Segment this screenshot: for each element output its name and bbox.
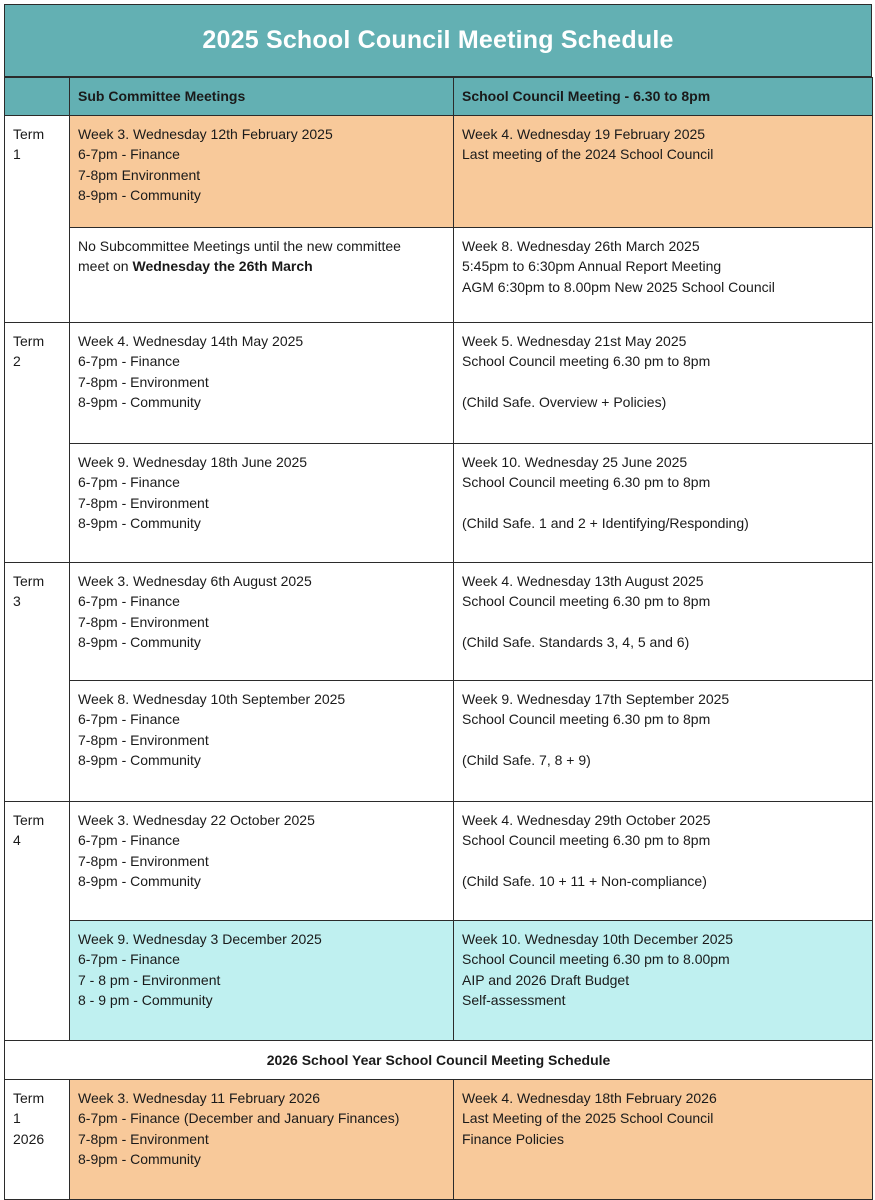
- term-cell-3: [5, 563, 70, 802]
- council-meeting-cell: [454, 1080, 873, 1200]
- term-cell-1: [5, 116, 70, 323]
- cell-line: Week 4. Wednesday 19 February 2025: [462, 126, 706, 142]
- document-title: 2025 School Council Meeting Schedule: [202, 26, 674, 54]
- cell-line: School Council meeting 6.30 pm to 8pm: [462, 474, 711, 491]
- council-meeting-cell: [454, 444, 873, 563]
- cell-line: School Council meeting 6.30 pm to 8pm: [462, 353, 711, 370]
- cell-line: 6-7pm - Finance: [78, 711, 180, 728]
- table-row: [5, 1080, 873, 1200]
- table-row: [5, 921, 873, 1041]
- sub-committee-cell: [70, 563, 454, 681]
- cell-line: School Council meeting 6.30 pm to 8pm: [462, 593, 711, 610]
- table-row: [5, 681, 873, 802]
- cell-line: [78, 256, 445, 276]
- table-row: [5, 116, 873, 228]
- cell-line: Week 4. Wednesday 18th February 2026: [462, 1090, 717, 1106]
- cell-line: 7-8pm - Environment: [78, 1130, 209, 1147]
- cell-line: Last Meeting of the 2025 School Council: [462, 1110, 714, 1127]
- council-meeting-cell: [454, 116, 873, 228]
- sub-committee-cell: [70, 1080, 454, 1200]
- term-label: Term: [13, 1090, 45, 1106]
- cell-line: 7-8pm Environment: [78, 166, 201, 183]
- cell-text: meet on: [78, 258, 129, 275]
- cell-line: (Child Safe. 10 + 11 + Non-compliance): [462, 873, 707, 890]
- cell-line: Week 4. Wednesday 29th October 2025: [462, 812, 711, 828]
- cell-line: 6-7pm - Finance: [78, 474, 180, 491]
- section-heading-row: [5, 1041, 873, 1080]
- cell-line: Week 10. Wednesday 25 June 2025: [462, 454, 688, 470]
- cell-line: School Council meeting 6.30 pm to 8.00pm: [462, 951, 730, 968]
- cell-line: 8-9pm - Community: [78, 634, 201, 651]
- sub-committee-cell: [70, 228, 454, 323]
- header-school-council: School Council Meeting - 6.30 to 8pm: [454, 78, 873, 116]
- cell-line: Self-assessment: [462, 992, 566, 1009]
- council-meeting-cell: [454, 802, 873, 921]
- cell-line: AGM 6:30pm to 8.00pm New 2025 School Council: [462, 278, 775, 295]
- cell-line: 7-8pm - Environment: [78, 494, 209, 511]
- schedule-document: [4, 4, 872, 1200]
- cell-line: Week 8. Wednesday 26th March 2025: [462, 238, 700, 254]
- cell-line: School Council meeting 6.30 pm to 8pm: [462, 711, 711, 728]
- sub-committee-cell: [70, 921, 454, 1041]
- table-row: [5, 802, 873, 921]
- term-cell-2: [5, 323, 70, 563]
- cell-line: Finance Policies: [462, 1130, 564, 1147]
- sub-committee-cell: [70, 681, 454, 802]
- cell-spacer: [462, 851, 864, 871]
- cell-line: 7 - 8 pm - Environment: [78, 971, 221, 988]
- cell-line: (Child Safe. Overview + Policies): [462, 394, 667, 411]
- header-term: [5, 78, 70, 116]
- cell-line: (Child Safe. Standards 3, 4, 5 and 6): [462, 634, 690, 651]
- cell-line: 5:45pm to 6:30pm Annual Report Meeting: [462, 258, 722, 275]
- term-number: 1: [13, 1110, 21, 1127]
- section-heading-2026: 2026 School Year School Council Meeting Schedule: [5, 1041, 873, 1080]
- sub-committee-cell: [70, 444, 454, 563]
- cell-line: Week 4. Wednesday 14th May 2025: [78, 333, 304, 349]
- term-label: Term: [13, 333, 45, 349]
- cell-line: 8-9pm - Community: [78, 873, 201, 890]
- cell-line: Week 3. Wednesday 11 February 2026: [78, 1090, 321, 1106]
- cell-line: Week 4. Wednesday 13th August 2025: [462, 573, 704, 589]
- term-cell-4: [5, 802, 70, 1041]
- cell-line: Week 9. Wednesday 3 December 2025: [78, 931, 322, 947]
- table-row: [5, 563, 873, 681]
- term-number: 1: [13, 146, 21, 163]
- cell-line: 7-8pm - Environment: [78, 852, 209, 869]
- table-row: [5, 444, 873, 563]
- title-banner: [4, 4, 872, 77]
- sub-committee-cell: [70, 116, 454, 228]
- council-meeting-cell: [454, 921, 873, 1041]
- cell-spacer: [462, 372, 864, 392]
- cell-line: Week 9. Wednesday 18th June 2025: [78, 454, 308, 470]
- cell-spacer: [462, 493, 864, 513]
- sub-committee-cell: [70, 802, 454, 921]
- cell-line: 6-7pm - Finance: [78, 951, 180, 968]
- term-label: Term: [13, 812, 45, 828]
- council-meeting-cell: [454, 323, 873, 444]
- cell-text-bold: Wednesday the 26th March: [132, 258, 313, 275]
- term-label: Term: [13, 126, 45, 142]
- cell-spacer: [462, 730, 864, 750]
- cell-line: 8-9pm - Community: [78, 187, 201, 204]
- cell-line: AIP and 2026 Draft Budget: [462, 971, 630, 988]
- schedule-table: [4, 77, 873, 1200]
- cell-line: 8-9pm - Community: [78, 1151, 201, 1168]
- cell-line: Week 3. Wednesday 12th February 2025: [78, 126, 333, 142]
- cell-line: 7-8pm - Environment: [78, 731, 209, 748]
- cell-line: 8-9pm - Community: [78, 515, 201, 532]
- cell-line: Week 10. Wednesday 10th December 2025: [462, 931, 734, 947]
- header-sub-committee: Sub Committee Meetings: [70, 78, 454, 116]
- term-number: 4: [13, 832, 21, 849]
- table-header-row: [5, 78, 873, 116]
- cell-line: 6-7pm - Finance: [78, 353, 180, 370]
- council-meeting-cell: [454, 563, 873, 681]
- term-year: 2026: [13, 1130, 45, 1147]
- sub-committee-cell: [70, 323, 454, 444]
- cell-line: 6-7pm - Finance: [78, 146, 180, 163]
- cell-line: Week 3. Wednesday 6th August 2025: [78, 573, 312, 589]
- cell-line: Week 3. Wednesday 22 October 2025: [78, 812, 315, 828]
- term-label: Term: [13, 573, 45, 589]
- cell-line: 6-7pm - Finance: [78, 593, 180, 610]
- council-meeting-cell: [454, 228, 873, 323]
- cell-line: Last meeting of the 2024 School Council: [462, 146, 714, 163]
- term-number: 3: [13, 593, 21, 610]
- cell-line: School Council meeting 6.30 pm to 8pm: [462, 832, 711, 849]
- cell-line: 7-8pm - Environment: [78, 373, 209, 390]
- cell-line: 7-8pm - Environment: [78, 613, 209, 630]
- term-cell-2026: [5, 1080, 70, 1200]
- cell-line: Week 5. Wednesday 21st May 2025: [462, 333, 687, 349]
- cell-line: 6-7pm - Finance (December and January Finances): [78, 1110, 400, 1127]
- term-number: 2: [13, 353, 21, 370]
- cell-line: 8-9pm - Community: [78, 752, 201, 769]
- cell-line: (Child Safe. 1 and 2 + Identifying/Responding): [462, 515, 749, 532]
- cell-line: 8 - 9 pm - Community: [78, 992, 213, 1009]
- cell-spacer: [462, 612, 864, 632]
- cell-line: No Subcommittee Meetings until the new committee: [78, 238, 401, 254]
- cell-line: Week 9. Wednesday 17th September 2025: [462, 691, 730, 707]
- cell-line: 8-9pm - Community: [78, 394, 201, 411]
- table-row: [5, 323, 873, 444]
- cell-line: 6-7pm - Finance: [78, 832, 180, 849]
- cell-line: Week 8. Wednesday 10th September 2025: [78, 691, 346, 707]
- cell-line: (Child Safe. 7, 8 + 9): [462, 752, 591, 769]
- table-row: [5, 228, 873, 323]
- council-meeting-cell: [454, 681, 873, 802]
